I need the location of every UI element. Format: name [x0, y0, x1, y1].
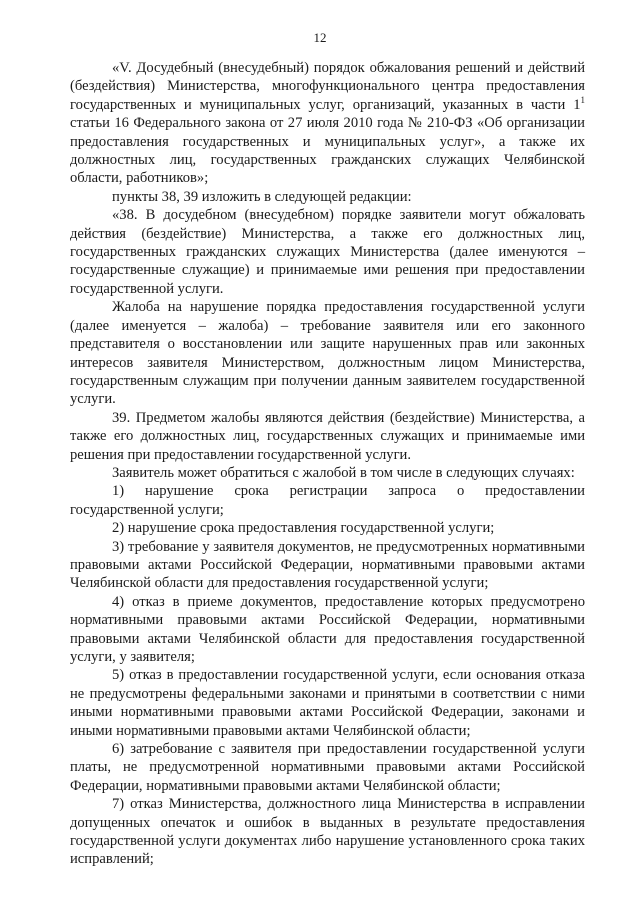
list-item-3: 3) требование у заявителя документов, не предусмотренных нормативными правовыми актами Российской Федерации, нормативными правовыми актами Челябинской области для предоставления государственной услуги;: [70, 538, 585, 592]
list-item-1: 1) нарушение срока регистрации запроса о предоставлении государственной услуги;: [70, 483, 585, 518]
page-number: 12: [313, 30, 327, 45]
paragraph-38: «38. В досудебном (внесудебном) порядке заявители могут обжаловать действия (бездействие) Министерства, а также его должностных лиц, государственных гражданских служащих Министерства (далее именуются – государственные служащие) и принимаемые ими решения при предоставлении государственной услуги.: [70, 207, 585, 297]
list-item-6: 6) затребование с заявителя при предоставлении государственной услуги платы, не предусмотренной нормативными правовыми актами Российской Федерации, нормативными правовыми актами Челябинской области;: [70, 741, 585, 794]
list-item-4: 4) отказ в приеме документов, предоставление которых предусмотрено нормативными правовыми актами Российской Федерации, нормативными правовыми актами Челябинской области для предоставления государственной услуги, у заявителя;: [70, 593, 585, 665]
paragraph-39: 39. Предметом жалобы являются действия (бездействие) Министерства, а также его должностных лиц, государственных служащих и принимаемые ими решения при предоставлении государственной услуги.: [70, 409, 585, 463]
section-title-part-2: статьи 16 Федерального закона от 27 июля 2010 года № 210-ФЗ «Об организации предоставления государственных и муниципальных услуг», а также их должностных лиц, государственных гражданских служащих Челябинской области, работников»;: [70, 115, 585, 187]
paragraph-items-intro: пункты 38, 39 изложить в следующей редакции:: [112, 188, 412, 205]
paragraph-cases-intro: Заявитель может обратиться с жалобой в том числе в следующих случаях:: [112, 464, 575, 481]
superscript: 1: [580, 94, 585, 105]
section-title-part-1: «V. Досудебный (внесудебный) порядок обжалования решений и действий (бездействия) Министерства, многофункционального центра предоставления государственных и муниципальных услуг, организаций, указанных в части 1: [70, 60, 585, 113]
list-item-7: 7) отказ Министерства, должностного лица Министерства в исправлении допущенных опечаток и ошибок в выданных в результате предоставления государственной услуги документах либо нарушение установленного срока таких исправлений;: [70, 796, 585, 868]
section-title-paragraph: [70, 59, 585, 188]
paragraph-complaint-definition: Жалоба на нарушение порядка предоставления государственной услуги (далее именуется – жалоба) – требование заявителя или его законного представителя о восстановлении или защите нарушенных прав или законных интересов заявителя Министерством, должностным лицом Министерства, государственным служащим при получении данным заявителем государственной услуги.: [70, 299, 585, 408]
list-item-5: 5) отказ в предоставлении государственной услуги, если основания отказа не предусмотрены федеральными законами и принятыми в соответствии с ними иными нормативными правовыми актами Российской Федерации, законами и иными нормативными правовыми актами Челябинской области;: [70, 667, 585, 739]
list-item-2: 2) нарушение срока предоставления государственной услуги;: [112, 520, 495, 537]
document-body: [70, 59, 585, 869]
